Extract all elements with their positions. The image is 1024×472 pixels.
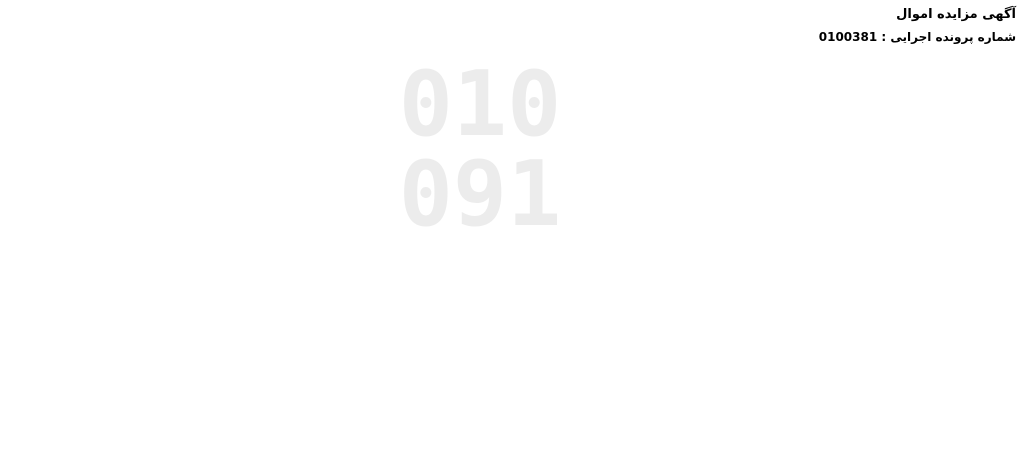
watermark-logo: 010 091 <box>398 52 562 247</box>
case-number-line: شماره پرونده اجرایی : 0100381 <box>818 30 1016 44</box>
paragraph-auction-terms <box>8 285 1016 365</box>
paragraph-judgment <box>8 98 1016 143</box>
creditor-line <box>8 48 1016 70</box>
debtor-line <box>8 70 1016 92</box>
paragraph-property-details <box>8 149 1016 279</box>
notice-title: آگهی مزایده اموال <box>896 7 1016 22</box>
